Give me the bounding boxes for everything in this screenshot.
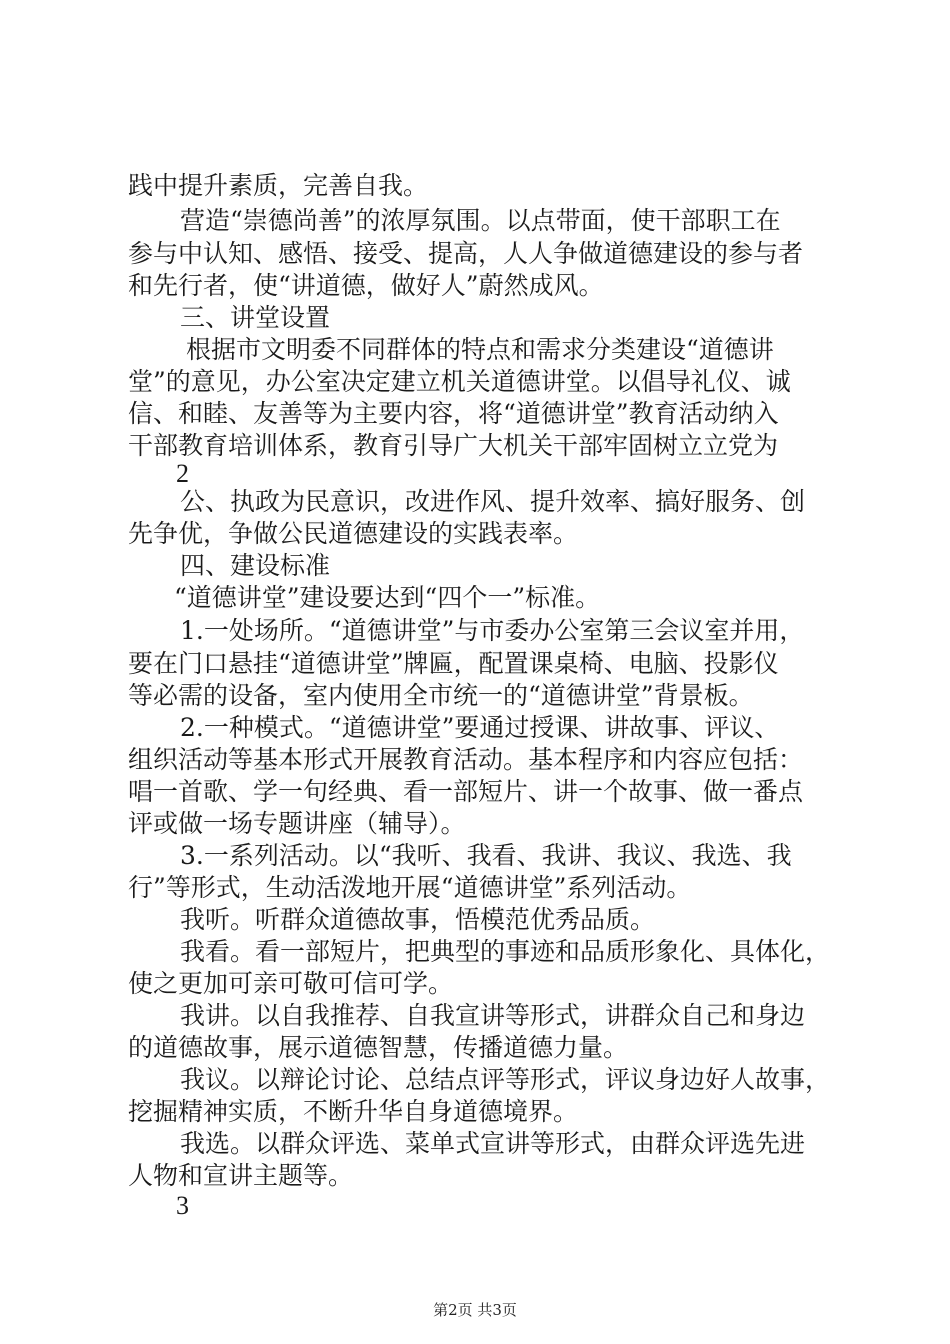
text-line: 2.一种模式。“道德讲堂”要通过授课、讲故事、评议、: [180, 713, 780, 742]
text-line: 先争优，争做公民道德建设的实践表率。: [128, 519, 579, 548]
section-heading: 三、讲堂设置: [180, 303, 331, 332]
text-line: 行”等形式，生动活泼地开展“道德讲堂”系列活动。: [128, 873, 692, 902]
text-line: 我议。以辩论讨论、总结点评等形式，评议身边好人故事，: [180, 1065, 831, 1094]
text-line: 根据市文明委不同群体的特点和需求分类建设“道德讲: [186, 335, 774, 364]
text-line: 组织活动等基本形式开展教育活动。基本程序和内容应包括：: [128, 745, 804, 774]
text-line: 践中提升素质，完善自我。: [128, 171, 429, 200]
text-line: 人物和宣讲主题等。: [128, 1161, 354, 1190]
text-line: 干部教育培训体系，教育引导广大机关干部牢固树立立党为: [128, 431, 779, 460]
text-line: 我讲。以自我推荐、自我宣讲等形式，讲群众自己和身边: [180, 1001, 806, 1030]
page-marker: 2: [176, 459, 189, 488]
text-line: 我看。看一部短片，把典型的事迹和品质形象化、具体化，: [180, 937, 831, 966]
text-line: 和先行者，使“讲道德，做好人”蔚然成风。: [128, 271, 604, 300]
text-line: 的道德故事，展示道德智慧，传播道德力量。: [128, 1033, 629, 1062]
text-line: “道德讲堂”建设要达到“四个一”标准。: [174, 583, 601, 612]
text-line: 参与中认知、感悟、接受、提高，人人争做道德建设的参与者: [128, 239, 804, 268]
text-line: 信、和睦、友善等为主要内容，将“道德讲堂”教育活动纳入: [128, 399, 779, 428]
text-line: 3.一系列活动。以“我听、我看、我讲、我议、我选、我: [180, 841, 792, 870]
section-heading: 四、建设标准: [180, 551, 331, 580]
text-line: 挖掘精神实质，不断升华自身道德境界。: [128, 1097, 579, 1126]
text-line: 营造“崇德尚善”的浓厚氛围。以点带面，使干部职工在: [180, 206, 781, 235]
text-line: 唱一首歌、学一句经典、看一部短片、讲一个故事、做一番点: [128, 777, 804, 806]
text-line: 评或做一场专题讲座（辅导）。: [128, 809, 466, 838]
text-line: 我选。以群众评选、菜单式宣讲等形式，由群众评选先进: [180, 1129, 806, 1158]
text-line: 要在门口悬挂“道德讲堂”牌匾，配置课桌椅、电脑、投影仪: [128, 649, 779, 678]
text-line: 1.一处场所。“道德讲堂”与市委办公室第三会议室并用，: [180, 616, 805, 645]
text-line: 使之更加可亲可敬可信可学。: [128, 969, 454, 998]
text-line: 公、执政为民意识，改进作风、提升效率、搞好服务、创: [180, 487, 806, 516]
text-line: 等必需的设备，室内使用全市统一的“道德讲堂”背景板。: [128, 681, 754, 710]
text-line: 堂”的意见，办公室决定建立机关道德讲堂。以倡导礼仪、诚: [128, 367, 791, 396]
page-marker: 3: [176, 1191, 189, 1220]
text-line: 我听。听群众道德故事，悟模范优秀品质。: [180, 905, 656, 934]
page-footer: 第2页 共3页: [433, 1301, 517, 1319]
